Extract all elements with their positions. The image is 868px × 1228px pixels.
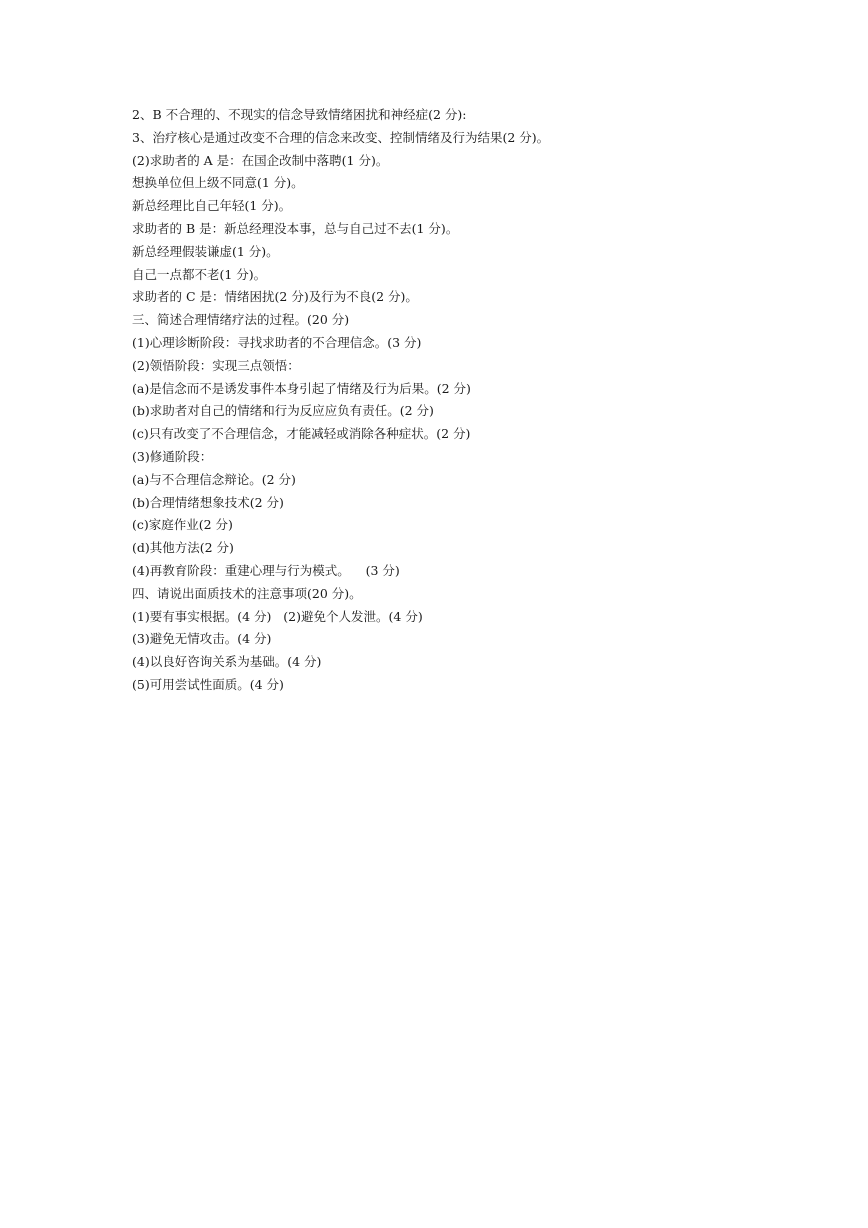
text-line: (4)以良好咨询关系为基础。(4 分) (132, 654, 322, 670)
text-line: (a)是信念而不是诱发事件本身引起了情绪及行为后果。(2 分) (132, 380, 471, 396)
text-line: (2)领悟阶段：实现三点领悟： (132, 357, 300, 373)
text-line: 想换单位但上级不同意(1 分)。 (132, 175, 304, 191)
text-line: (c)只有改变了不合理信念，才能减轻或消除各种症状。(2 分) (132, 426, 471, 442)
text-line: (b)求助者对自己的情绪和行为反应应负有责任。(2 分) (132, 403, 434, 419)
text-line: (3)修通阶段： (132, 448, 213, 464)
text-line: (c)家庭作业(2 分) (132, 517, 233, 533)
text-line: (5)可用尝试性面质。(4 分) (132, 676, 284, 692)
text-line: 自己一点都不老(1 分)。 (132, 266, 267, 282)
text-line: 新总经理比自己年轻(1 分)。 (132, 198, 292, 214)
section-heading: 四、请说出面质技术的注意事项(20 分)。 (132, 585, 362, 601)
text-line: (d)其他方法(2 分) (132, 540, 234, 556)
text-line: 新总经理假装谦虚(1 分)。 (132, 243, 279, 259)
text-line: 3、治疗核心是通过改变不合理的信念来改变、控制情绪及行为结果(2 分)。 (132, 129, 550, 145)
text-line: (4)再教育阶段：重建心理与行为模式。 (3 分) (132, 562, 400, 578)
text-line: (3)避免无情攻击。(4 分) (132, 631, 272, 647)
section-heading: 三、简述合理情绪疗法的过程。(20 分) (132, 312, 350, 328)
document-body (132, 104, 812, 697)
text-line: (1)要有事实根据。(4 分) (2)避免个人发泄。(4 分) (132, 608, 423, 624)
text-line: (b)合理情绪想象技术(2 分) (132, 494, 284, 510)
text-line: (a)与不合理信念辩论。(2 分) (132, 471, 296, 487)
text-line: (1)心理诊断阶段：寻找求助者的不合理信念。(3 分) (132, 334, 422, 350)
text-line: 求助者的 B 是：新总经理没本事，总与自己过不去(1 分)。 (132, 220, 459, 236)
text-line: (2)求助者的 A 是：在国企改制中落聘(1 分)。 (132, 152, 389, 168)
text-line: 求助者的 C 是：情绪困扰(2 分)及行为不良(2 分)。 (132, 289, 418, 305)
text-line: 2、B 不合理的、不现实的信念导致情绪困扰和神经症(2 分): (132, 107, 467, 122)
